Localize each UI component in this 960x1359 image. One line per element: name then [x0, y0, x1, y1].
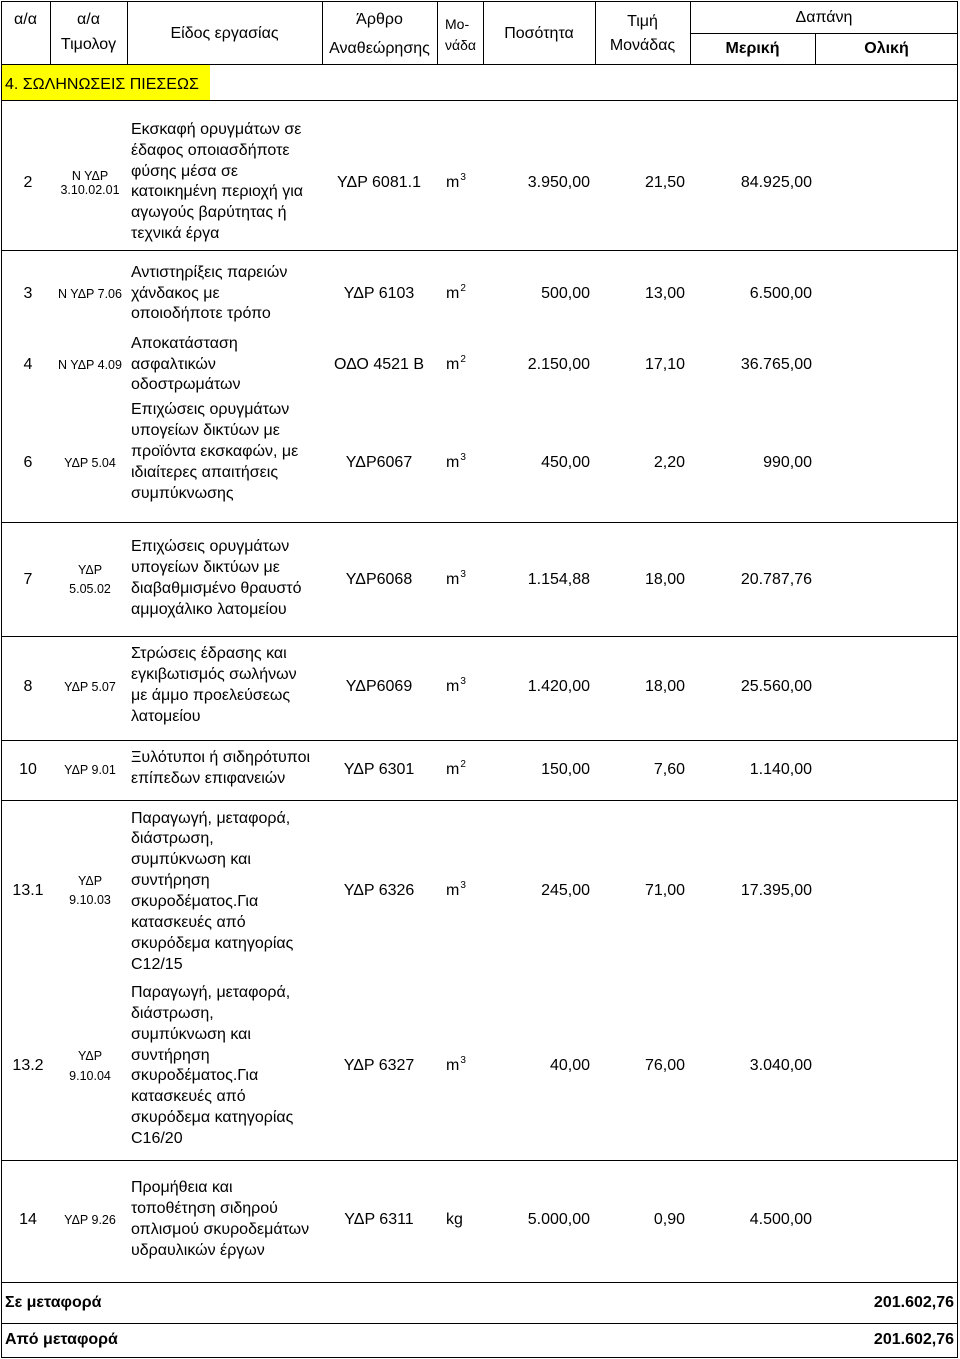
work-description-line: Επιχώσεις ορυγμάτων	[131, 538, 290, 556]
work-description-line: συντήρηση	[131, 872, 210, 890]
unit-price: 17,10	[644, 356, 685, 373]
work-description-line: Στρώσεις έδρασης και	[131, 645, 287, 663]
work-description-line: οποιοδήποτε τρόπο	[131, 305, 271, 323]
work-description-line: σκυρόδεμα κατηγορίας	[131, 1109, 294, 1127]
unit	[446, 172, 466, 194]
row-separator	[1, 740, 958, 741]
work-description-line: Εκσκαφή ορυγμάτων σε	[131, 120, 302, 138]
work-description-line: Αποκατάσταση	[131, 334, 238, 352]
work-description-line: διάστρωση,	[131, 830, 214, 848]
header-unit-price-line1: Τιμή	[627, 13, 658, 30]
unit	[446, 1055, 466, 1077]
row-separator	[1, 1282, 958, 1283]
unit-price: 2,20	[653, 454, 685, 471]
row-number: 4	[23, 356, 33, 373]
unit-symbol: m	[446, 454, 460, 471]
row-number: 13.1	[12, 882, 44, 899]
work-description-line: υπογείων δικτύων με	[131, 559, 280, 577]
work-description-line: Ξυλότυποι ή σιδηρότυποι	[131, 749, 311, 767]
unit	[446, 880, 466, 902]
unit	[446, 676, 466, 698]
price-list-code-line: 9.10.04	[69, 1069, 111, 1083]
unit	[446, 452, 466, 474]
row-number: 8	[23, 678, 33, 695]
price-list-code-line: ΥΔΡ 9.01	[64, 762, 116, 777]
header-unit-line1: Μο-	[445, 16, 470, 32]
header-total: Ολική	[864, 40, 909, 57]
header-column-line	[437, 1, 438, 65]
unit-power: 3	[460, 880, 466, 891]
work-description-line: σκυροδέματος.Για	[131, 1067, 259, 1085]
carried-forward-label: Σε μεταφορά	[5, 1294, 102, 1311]
work-description-line: τοποθέτηση σιδηρού	[131, 1200, 278, 1218]
work-description	[131, 748, 310, 790]
price-list-code	[52, 1046, 128, 1086]
header-article-line2: Αναθεώρησης	[329, 40, 430, 57]
price-list-code-line: ΥΔΡ 5.07	[64, 679, 116, 694]
price-list-code-line: ΥΔΡ	[77, 1049, 103, 1063]
price-list-code-line: ΥΔΡ	[77, 874, 103, 888]
unit	[446, 569, 466, 591]
revision-article: ΥΔΡ 6081.1	[337, 174, 421, 191]
revision-article: ΟΔΟ 4521 Β	[333, 356, 425, 373]
work-description-line: οδοστρωμάτων	[131, 376, 241, 394]
partial-cost: 990,00	[763, 454, 812, 471]
work-description-line: συμπύκνωση και	[131, 1025, 251, 1043]
revision-article: ΥΔΡ6069	[345, 678, 413, 695]
carried-forward-value: 201.602,76	[873, 1294, 954, 1311]
header-unit-line2: νάδα	[445, 37, 476, 53]
row-separator	[1, 636, 958, 637]
unit-price: 0,90	[653, 1211, 685, 1228]
unit-price: 76,00	[644, 1057, 685, 1074]
price-list-code	[52, 561, 128, 599]
row-separator	[1, 522, 958, 523]
quantity: 450,00	[541, 454, 590, 471]
row-number: 3	[23, 285, 33, 302]
work-description-line: Προμήθεια και	[131, 1179, 233, 1197]
work-description	[131, 334, 241, 397]
unit-power: 3	[460, 676, 466, 687]
work-description	[131, 1178, 309, 1261]
price-list-code-line: ΥΔΡ 5.04	[64, 455, 116, 470]
quantity: 5.000,00	[527, 1211, 590, 1228]
unit-power: 3	[460, 452, 466, 463]
work-description	[131, 400, 298, 504]
unit-price: 18,00	[644, 571, 685, 588]
revision-article: ΥΔΡ6068	[345, 571, 413, 588]
revision-article: ΥΔΡ 6327	[343, 1057, 415, 1074]
work-description-line: διαβαθμισμένο θραυστό	[131, 579, 302, 597]
revision-article: ΥΔΡ 6326	[343, 882, 415, 899]
row-number: 10	[19, 761, 37, 778]
price-list-code-line: 3.10.02.01	[60, 183, 120, 197]
row-separator	[1, 100, 958, 101]
revision-article: ΥΔΡ6067	[345, 454, 413, 471]
cost-split-line	[690, 33, 958, 34]
partial-cost: 20.787,76	[740, 571, 812, 588]
partial-cost: 25.560,00	[740, 678, 812, 695]
unit-price: 13,00	[644, 285, 685, 302]
unit-power: 3	[460, 172, 466, 183]
work-description-line: επίπεδων επιφανειών	[131, 769, 286, 787]
work-description-line: συντήρηση	[131, 1046, 210, 1064]
work-description-line: C12/15	[131, 955, 183, 973]
quantity: 1.154,88	[527, 571, 590, 588]
work-description-line: αμμοχάλικο λατομείου	[131, 600, 287, 618]
price-list-code	[52, 1212, 128, 1229]
work-description	[131, 120, 303, 245]
price-list-code	[52, 455, 128, 472]
partial-cost: 36.765,00	[740, 356, 812, 373]
price-list-code-line: ΥΔΡ	[77, 563, 103, 577]
table-right-border	[957, 1, 958, 1358]
price-list-code-line: Ν ΥΔΡ 4.09	[58, 357, 122, 372]
work-description-line: ιδιαίτερες απαιτήσεις	[131, 463, 279, 481]
header-unit-price-line2: Μονάδας	[609, 37, 676, 54]
work-description-line: λατομείου	[131, 707, 201, 725]
work-description	[131, 644, 297, 727]
work-description-line: χάνδακος με	[131, 284, 220, 302]
unit-symbol: m	[446, 882, 460, 899]
unit-power: 2	[460, 759, 466, 770]
work-description-line: τεχνικά έργα	[131, 225, 220, 243]
header-article-line1: Άρθρο	[356, 11, 403, 28]
partial-cost: 1.140,00	[749, 761, 812, 778]
work-description	[131, 809, 293, 976]
work-description-line: συμπύκνωσης	[131, 484, 234, 502]
partial-cost: 84.925,00	[740, 174, 812, 191]
work-description-line: φύσης μέσα σε	[131, 162, 238, 180]
brought-forward-value: 201.602,76	[873, 1331, 954, 1348]
work-description-line: κατασκευές από	[131, 913, 246, 931]
price-list-code	[52, 169, 128, 197]
row-separator	[1, 1323, 958, 1324]
partial-cost: 3.040,00	[749, 1057, 812, 1074]
price-list-code-line: 5.05.02	[69, 582, 111, 596]
quantity: 3.950,00	[527, 174, 590, 191]
unit-symbol: kg	[446, 1211, 463, 1228]
row-number: 2	[23, 174, 33, 191]
unit-symbol: m	[446, 174, 460, 191]
row-number: 7	[23, 571, 33, 588]
work-description-line: διάστρωση,	[131, 1004, 214, 1022]
row-number: 14	[19, 1211, 37, 1228]
work-description-line: C16/20	[131, 1130, 183, 1147]
work-description-line: έδαφος οποιασδήποτε	[131, 141, 290, 159]
revision-article: ΥΔΡ 6311	[344, 1211, 414, 1228]
work-description-line: οπλισμού σκυροδεμάτων	[131, 1220, 310, 1238]
unit-price: 7,60	[653, 761, 685, 778]
work-description	[131, 537, 302, 620]
unit-symbol: m	[446, 285, 460, 302]
work-description-line: προϊόντα εκσκαφών, με	[131, 443, 299, 461]
work-description	[131, 263, 287, 326]
unit-price: 18,00	[644, 678, 685, 695]
unit-symbol: m	[446, 571, 460, 588]
price-list-code-line: Ν ΥΔΡ 7.06	[58, 286, 122, 301]
quantity: 2.150,00	[527, 356, 590, 373]
section-title: 4. ΣΩΛΗΝΩΣΕΙΣ ΠΙΕΣΕΩΣ	[5, 76, 199, 93]
work-description-line: συμπύκνωση και	[131, 851, 251, 869]
quantity: 1.420,00	[527, 678, 590, 695]
work-description-line: Αντιστηρίξεις παρειών	[131, 263, 288, 281]
row-number: 6	[23, 454, 33, 471]
unit-power: 2	[460, 283, 466, 294]
work-description-line: σκυρόδεμα κατηγορίας	[131, 934, 294, 952]
work-description-line: κατασκευές από	[131, 1088, 246, 1106]
price-list-code-line: 9.10.03	[69, 893, 111, 907]
work-description-line: εγκιβωτισμός σωλήνων	[131, 666, 297, 684]
work-description-line: σκυροδέματος.Για	[131, 892, 259, 910]
unit	[446, 759, 466, 781]
row-separator	[1, 250, 958, 251]
work-description-line: Παραγωγή, μεταφορά,	[131, 984, 291, 1002]
partial-cost: 17.395,00	[740, 882, 812, 899]
header-top-border	[1, 1, 958, 2]
quantity: 500,00	[541, 285, 590, 302]
unit	[446, 1209, 463, 1231]
unit-symbol: m	[446, 678, 460, 695]
price-list-code-line: Ν ΥΔΡ	[71, 169, 109, 183]
unit-power: 3	[460, 1055, 466, 1066]
quantity: 150,00	[541, 761, 590, 778]
work-description-line: Επιχώσεις ορυγμάτων	[131, 401, 290, 419]
price-list-code	[52, 872, 128, 910]
work-description-line: ασφαλτικών	[131, 355, 216, 373]
partial-cost: 4.500,00	[749, 1211, 812, 1228]
header-cost: Δαπάνη	[795, 9, 853, 26]
price-list-code	[52, 286, 128, 303]
header-aa-price-list-line1: α/α	[77, 11, 100, 28]
row-number: 13.2	[12, 1057, 44, 1074]
work-description-line: με άμμο προελεύσεως	[131, 686, 291, 704]
work-description	[131, 983, 293, 1150]
unit	[446, 283, 466, 305]
unit-price: 21,50	[644, 174, 685, 191]
work-description-line: Παραγωγή, μεταφορά,	[131, 809, 291, 827]
header-quantity: Ποσότητα	[504, 25, 574, 42]
unit-symbol: m	[446, 761, 460, 778]
price-list-code-line: ΥΔΡ 9.26	[64, 1212, 116, 1227]
price-list-code	[52, 357, 128, 374]
header-aa-price-list-line2: Τιμολογ	[60, 36, 117, 53]
header-partial: Μερική	[725, 40, 780, 57]
row-separator	[1, 1160, 958, 1161]
quantity: 245,00	[541, 882, 590, 899]
row-separator	[1, 800, 958, 801]
unit-power: 3	[460, 569, 466, 580]
work-description-line: κατοικημένη περιοχή για	[131, 183, 304, 201]
unit	[446, 354, 466, 376]
unit-power: 2	[460, 354, 466, 365]
table-bottom-border	[1, 1357, 958, 1358]
revision-article: ΥΔΡ 6301	[343, 761, 415, 778]
price-list-code	[52, 679, 128, 696]
quantity: 40,00	[549, 1057, 590, 1074]
partial-cost: 6.500,00	[749, 285, 812, 302]
work-description-line: υπογείων δικτύων με	[131, 422, 280, 440]
header-aa: α/α	[14, 11, 37, 28]
unit-price: 71,00	[644, 882, 685, 899]
price-list-code	[52, 762, 128, 779]
work-description-line: υδραυλικών έργων	[131, 1241, 265, 1259]
header-bottom-border	[1, 64, 958, 65]
unit-symbol: m	[446, 356, 460, 373]
header-work-type: Είδος εργασίας	[170, 25, 279, 42]
revision-article: ΥΔΡ 6103	[343, 285, 415, 302]
work-description-line: αγωγούς βαρύτητας ή	[131, 204, 287, 222]
brought-forward-label: Από μεταφορά	[5, 1331, 118, 1348]
unit-symbol: m	[446, 1057, 460, 1074]
